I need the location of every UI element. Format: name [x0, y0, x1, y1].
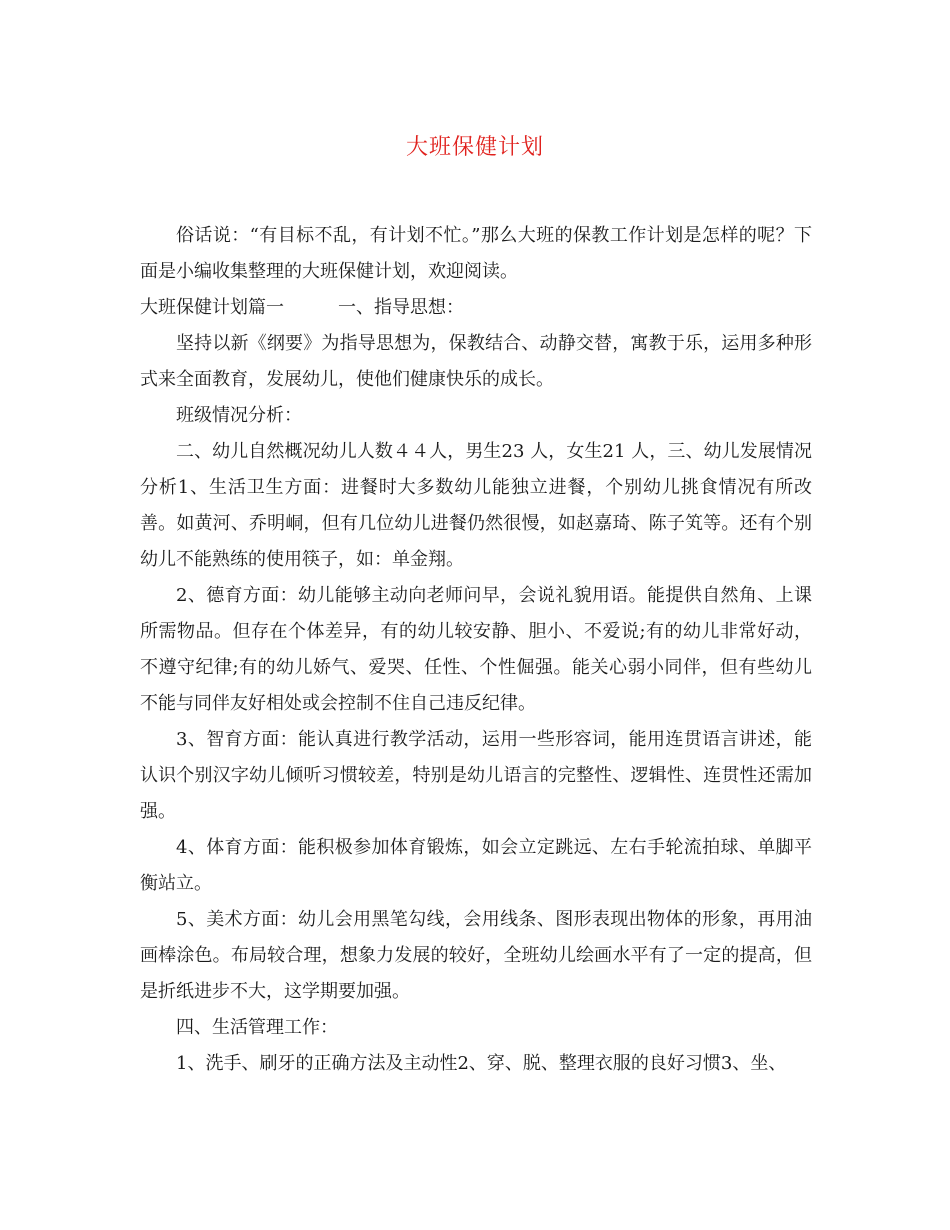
paragraph-life-management: 四、生活管理工作：: [176, 1017, 338, 1038]
document-body: [140, 218, 812, 1082]
section-line: [140, 290, 812, 326]
paragraph-moral-education: 2、德育方面：幼儿能够主动向老师问早，会说礼貌用语。能提供自然角、上课所需物品。但存在个体差异，有的幼儿较安静、胆小、不爱说;有的幼儿非常好动，不遵守纪律;有的幼儿娇气、爱哭、任性、个性倔强。能关心弱小同伴，但有些幼儿不能与同伴友好相处或会控制不住自己违反纪律。: [140, 585, 812, 714]
paragraph-class-analysis: 班级情况分析：: [176, 405, 302, 426]
paragraph-art: 5、美术方面：幼儿会用黑笔勾线，会用线条、图形表现出物体的形象，再用油画棒涂色。布局较合理，想象力发展的较好，全班幼儿绘画水平有了一定的提高，但是折纸进步不大，这学期要加强。: [140, 909, 812, 1002]
intro-paragraph: 俗话说：“有目标不乱，有计划不忙。”那么大班的保教工作计划是怎样的呢？下面是小编收集整理的大班保健计划，欢迎阅读。: [140, 225, 812, 282]
paragraph-physical-education: 4、体育方面：能积极参加体育锻炼，如会立定跳远、左右手轮流拍球、单脚平衡站立。: [140, 837, 812, 894]
paragraph-natural-overview: 二、幼儿自然概况幼儿人数４４人，男生23 人，女生21 人，三、幼儿发展情况分析1、生活卫生方面：进餐时大多数幼儿能独立进餐，个别幼儿挑食情况有所改善。如黄河、乔明峒，但有几位幼儿进餐仍然很慢，如赵嘉琦、陈子笂等。还有个别幼儿不能熟练的使用筷子，如：单金翔。: [140, 441, 812, 570]
section-heading: 一、指导思想：: [338, 297, 464, 318]
document-title: 大班保健计划: [405, 135, 544, 160]
paragraph-intellectual-education: 3、智育方面：能认真进行教学活动，运用一些形容词，能用连贯语言讲述，能认识个别汉字幼儿倾听习惯较差，特别是幼儿语言的完整性、逻辑性、连贯性还需加强。: [140, 729, 812, 822]
section-label: 大班保健计划篇一: [140, 297, 284, 318]
paragraph-guiding-thought: 坚持以新《纲要》为指导思想为，保教结合、动静交替，寓教于乐，运用多种形式来全面教育，发展幼儿，使他们健康快乐的成长。: [140, 333, 812, 390]
paragraph-habits: 1、洗手、刷牙的正确方法及主动性2、穿、脱、整理衣服的良好习惯3、坐、: [176, 1053, 787, 1074]
